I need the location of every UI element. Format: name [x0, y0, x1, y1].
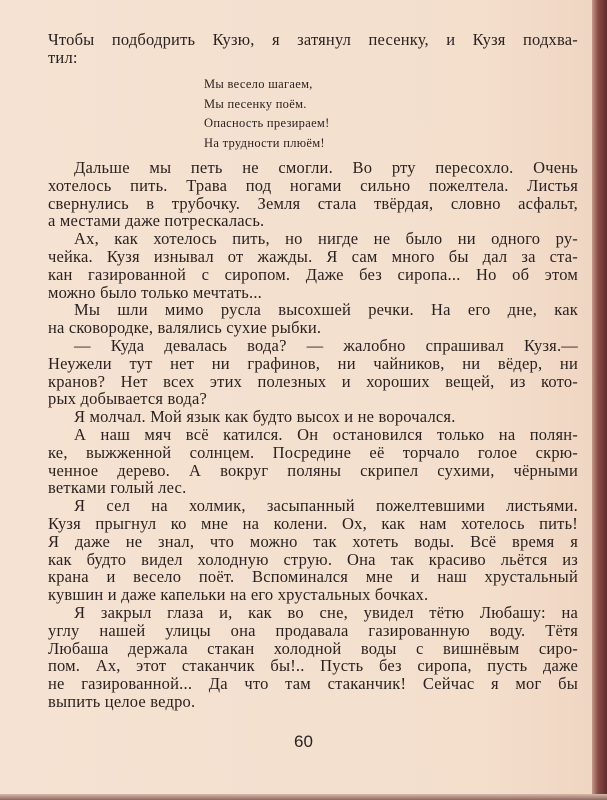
poem-line: Опасность презираем! [204, 116, 330, 130]
text-line: углу нашей улицы она продавала газированную воду. Тётя [48, 620, 578, 640]
text-line: кан газированной с сиропом. Даже без сиропа... Но об этом [48, 264, 578, 284]
text-line: свернулись в трубочку. Земля стала твёрдая, словно асфальт, [48, 193, 578, 213]
text-line: кувшин и даже капельки на его хрустальных бочках. [48, 585, 429, 605]
page-number: 60 [294, 732, 313, 751]
poem-line: Мы весело шагаем, [204, 77, 313, 91]
text-line: выпить целое ведро. [48, 691, 196, 711]
text-line: а местами даже потрескалась. [48, 211, 265, 231]
text-line: А наш мяч всё катился. Он остановился только на полян- [74, 424, 578, 444]
text-line: крана и весело поёт. Вспоминался мне и наш хрустальный [48, 567, 578, 587]
text-line: Ах, как хотелось пить, но нигде не было ни одного ру- [74, 229, 578, 249]
text-line: Я сел на холмик, засыпанный пожелтевшими листьями. [74, 496, 578, 516]
text-line: хотелось пить. Трава под ногами сильно пожелтела. Листья [48, 175, 578, 195]
text-line: Чтобы подбодрить Кузю, я затянул песенку, и Кузя подхва- [48, 30, 578, 49]
text-line: Я молчал. Мой язык как будто высох и не ворочался. [74, 407, 456, 427]
book-bottom-edge [0, 794, 607, 800]
text-line: Дальше мы петь не смогли. Во рту пересохло. Очень [74, 158, 578, 177]
text-line: тил: [48, 47, 78, 67]
text-line: ке, выжженной солнцем. Посредине её торчало голое скрю- [48, 442, 578, 462]
text-line: — Куда девалась вода? — жалобно спрашивал Кузя.— [74, 335, 578, 355]
text-line: не газированной... Да что там стаканчик! Сейчас я мог бы [48, 674, 578, 694]
text-line: можно было только мечтать... [48, 282, 262, 302]
poem-line: Мы песенку поём. [204, 96, 307, 111]
intro-text [48, 31, 578, 67]
text-line: как будто видел холодную струю. Она так красиво льётся из [48, 549, 578, 569]
text-line: ченное дерево. А вокруг поляны скрипел сухими, чёрными [48, 460, 578, 480]
poem [204, 75, 330, 153]
book-edge [592, 0, 607, 800]
body-text [48, 159, 578, 711]
text-line: на сковородке, валялись сухие рыбки. [48, 318, 322, 338]
text-line: Я закрыл глаза и, как во сне, увидел тётю Любашу: на [74, 602, 578, 622]
text-line: пом. Ах, этот стаканчик бы!.. Пусть без сиропа, пусть даже [48, 656, 578, 676]
poem-line: На трудности плюём! [204, 135, 325, 150]
text-line: Я даже не знал, что можно так хотеть воды. Всё время я [48, 531, 578, 551]
text-line: Мы шли мимо русла высохшей речки. На его дне, как [74, 300, 578, 320]
text-line: Любаша держала стакан холодной воды с вишнёвым сиро- [48, 638, 578, 658]
text-line: Кузя прыгнул ко мне на колени. Ох, как нам хотелось пить! [48, 513, 578, 533]
text-line: Неужели тут нет ни графинов, ни чайников, ни вёдер, ни [48, 353, 578, 373]
text-line: рых добывается вода? [48, 389, 208, 409]
text-line: ветками голый лес. [48, 478, 187, 498]
text-line: кранов? Нет всех этих полезных и хороших вещей, из кото- [48, 371, 578, 391]
text-line: чейка. Кузя изнывал от жажды. Я сам много бы дал за ста- [48, 246, 578, 266]
